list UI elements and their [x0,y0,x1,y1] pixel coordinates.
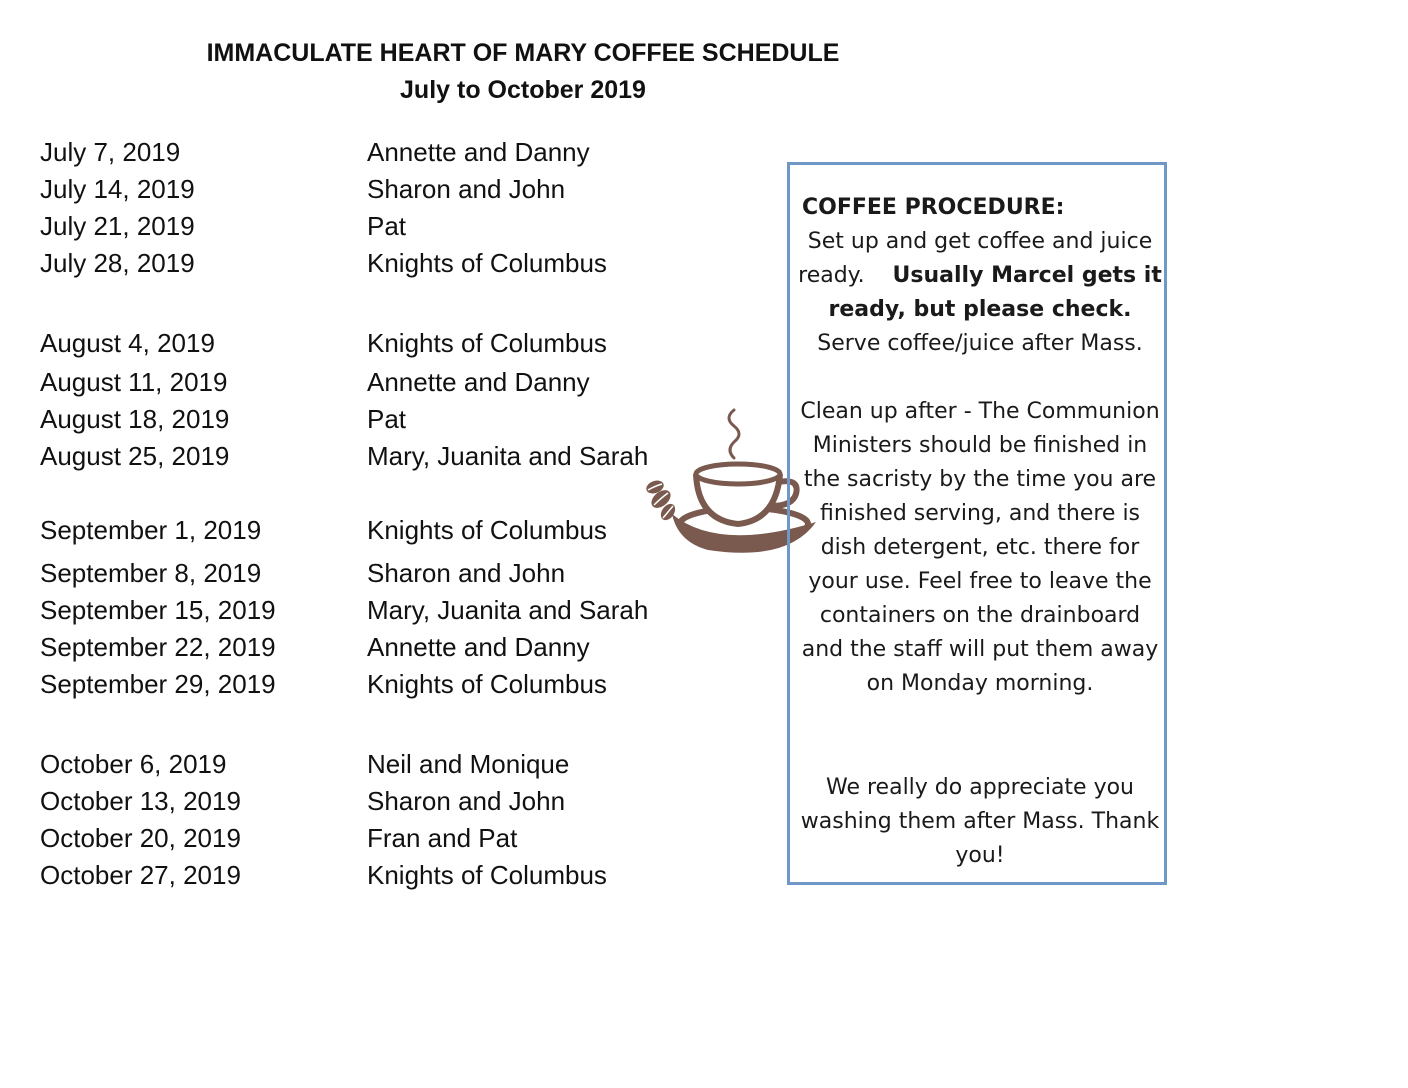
schedule-date: October 6, 2019 [40,749,227,779]
schedule-date: August 11, 2019 [40,367,228,397]
schedule-date: September 29, 2019 [40,669,276,699]
schedule-date: September 1, 2019 [40,515,262,545]
schedule-date: August 4, 2019 [40,328,215,358]
schedule-volunteers: Pat [367,404,407,434]
schedule-volunteers: Sharon and John [367,558,566,588]
schedule-volunteers: Pat [367,211,407,241]
schedule-volunteers: Knights of Columbus [367,860,607,890]
schedule-volunteers: Knights of Columbus [367,515,607,545]
page-title: IMMACULATE HEART OF MARY COFFEE SCHEDULE [206,39,840,67]
procedure-heading: COFFEE PROCEDURE: [802,195,1065,220]
schedule-date: August 25, 2019 [40,441,230,471]
thank-you-note: We really do appreciate you washing them after Mass. Thank you! [800,775,1160,868]
schedule-volunteers: Mary, Juanita and Sarah [367,441,649,471]
schedule-date: October 27, 2019 [40,860,241,890]
schedule-volunteers: Annette and Danny [367,137,590,167]
coffee-procedure-box [787,162,1167,885]
schedule-date: July 28, 2019 [40,248,195,278]
schedule-date: September 22, 2019 [40,632,276,662]
schedule-volunteers: Neil and Monique [367,749,570,779]
page-subtitle: July to October 2019 [400,76,646,104]
schedule-date: September 15, 2019 [40,595,276,625]
schedule-volunteers: Annette and Danny [367,632,590,662]
schedule-date: October 13, 2019 [40,786,241,816]
schedule-volunteers: Sharon and John [367,786,566,816]
steam-icon [729,410,739,458]
cleanup-instructions: Clean up after - The Communion Ministers should be finished in the sacristy by the time you are finished serving, and there is dish detergent, etc. there for your use. Feel free to leave the containers on the drainboard and the staff will put them away on Monday morning. [800,399,1160,696]
schedule-volunteers: Fran and Pat [367,823,518,853]
setup-text: Set up and get coffee and juice ready. [798,229,1153,288]
schedule-date: September 8, 2019 [40,558,262,588]
schedule-date: July 7, 2019 [40,137,181,167]
serve-text: Serve coffee/juice after Mass. [817,331,1143,356]
schedule-volunteers: Mary, Juanita and Sarah [367,595,649,625]
schedule-volunteers: Knights of Columbus [367,669,607,699]
schedule-date: July 21, 2019 [40,211,195,241]
schedule-volunteers: Knights of Columbus [367,248,607,278]
schedule-date: August 18, 2019 [40,404,230,434]
schedule-volunteers: Knights of Columbus [367,328,607,358]
setup-note: Usually Marcel gets it ready, but please check. [828,263,1162,322]
schedule-date: October 20, 2019 [40,823,241,853]
schedule-volunteers: Sharon and John [367,174,566,204]
setup-instructions [798,225,1162,361]
schedule-date: July 14, 2019 [40,174,195,204]
schedule-volunteers: Annette and Danny [367,367,590,397]
